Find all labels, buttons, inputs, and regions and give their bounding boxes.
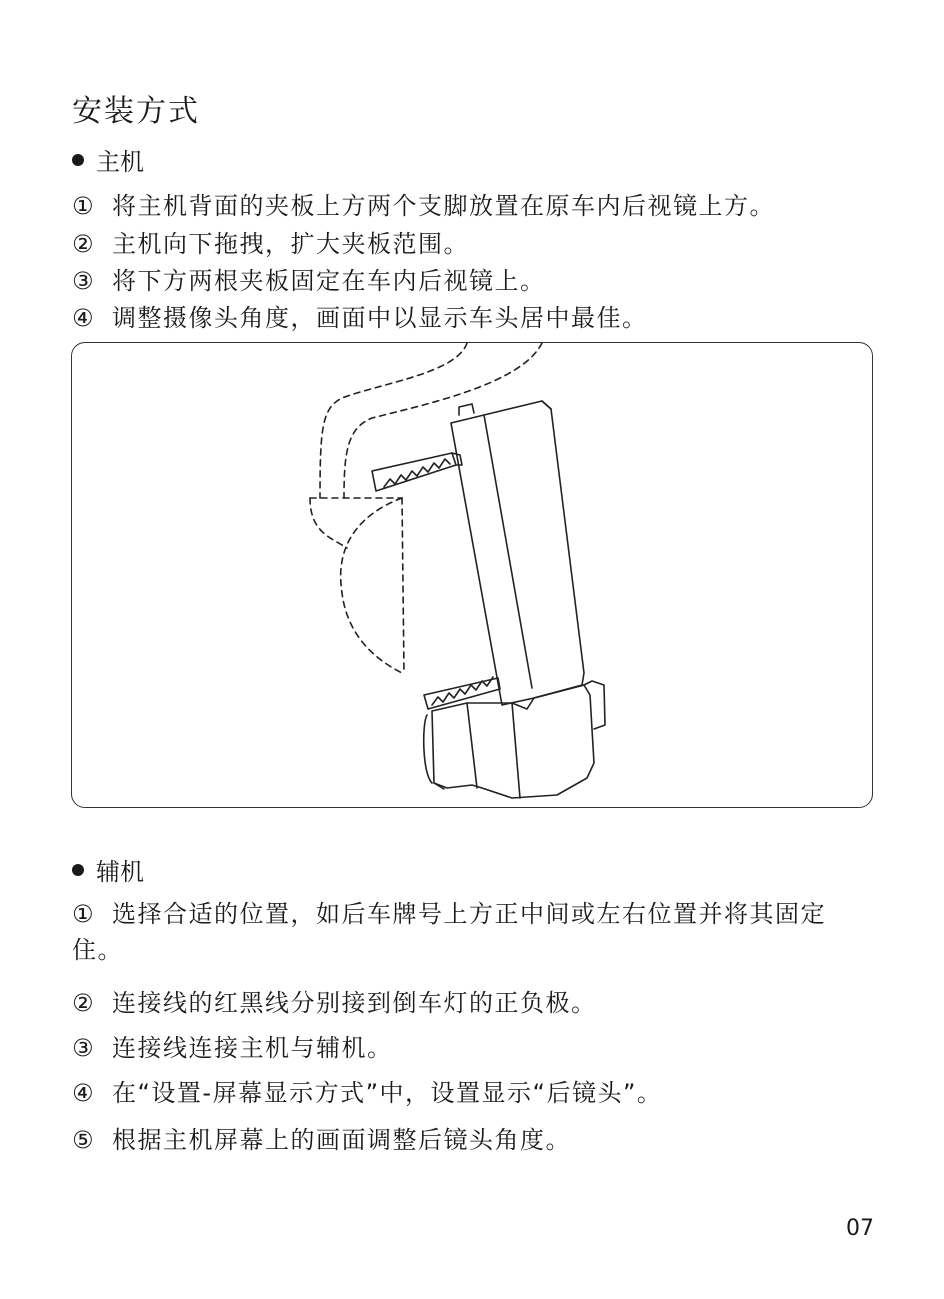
page-number: 07 (846, 1216, 874, 1241)
section-aux (72, 852, 144, 887)
page-title: 安装方式 (72, 94, 200, 129)
step-number: ① (72, 900, 96, 928)
section-host-heading: 主机 (96, 148, 144, 176)
step-number: ④ (72, 304, 96, 332)
step-text: 连接线的红黑线分别接到倒车灯的正负极。 (112, 989, 597, 1017)
aux-step-4 (72, 1073, 662, 1108)
host-step-2 (72, 224, 469, 259)
host-step-3 (72, 261, 546, 296)
step-text: 将下方两根夹板固定在车内后视镜上。 (112, 267, 546, 295)
step-text: 根据主机屏幕上的画面调整后镜头角度。 (112, 1126, 571, 1154)
aux-step-3 (72, 1028, 393, 1063)
step-number: ③ (72, 267, 96, 295)
step-number: ⑤ (72, 1126, 96, 1154)
aux-step-5 (72, 1120, 571, 1155)
camera-module (424, 681, 605, 798)
section-host (72, 142, 144, 177)
dashcam-mount-drawing (72, 343, 873, 808)
step-number: ② (72, 230, 96, 258)
step-number: ① (72, 192, 96, 220)
step-number: ② (72, 989, 96, 1017)
aux-step-1 (72, 896, 872, 968)
step-text: 在“设置-屏幕显示方式”中，设置显示“后镜头”。 (112, 1079, 663, 1107)
top-peg (459, 404, 474, 415)
upper-clamp (372, 453, 462, 491)
device-body (451, 401, 584, 705)
step-text: 选择合适的位置，如后车牌号上方正中间或左右位置并将其固定住。 (72, 900, 826, 964)
host-step-1 (72, 186, 775, 221)
step-number: ③ (72, 1034, 96, 1062)
step-text: 连接线连接主机与辅机。 (112, 1034, 393, 1062)
bullet-icon (72, 154, 84, 166)
mirror-outline (310, 343, 542, 673)
installation-illustration (71, 342, 873, 808)
step-text: 将主机背面的夹板上方两个支脚放置在原车内后视镜上方。 (112, 192, 775, 220)
bullet-icon (72, 864, 84, 876)
step-text: 调整摄像头角度，画面中以显示车头居中最佳。 (112, 304, 648, 332)
aux-step-2 (72, 983, 597, 1018)
host-step-4 (72, 298, 648, 333)
section-aux-heading: 辅机 (96, 858, 144, 886)
step-text: 主机向下拖拽，扩大夹板范围。 (112, 230, 469, 258)
step-number: ④ (72, 1079, 96, 1107)
